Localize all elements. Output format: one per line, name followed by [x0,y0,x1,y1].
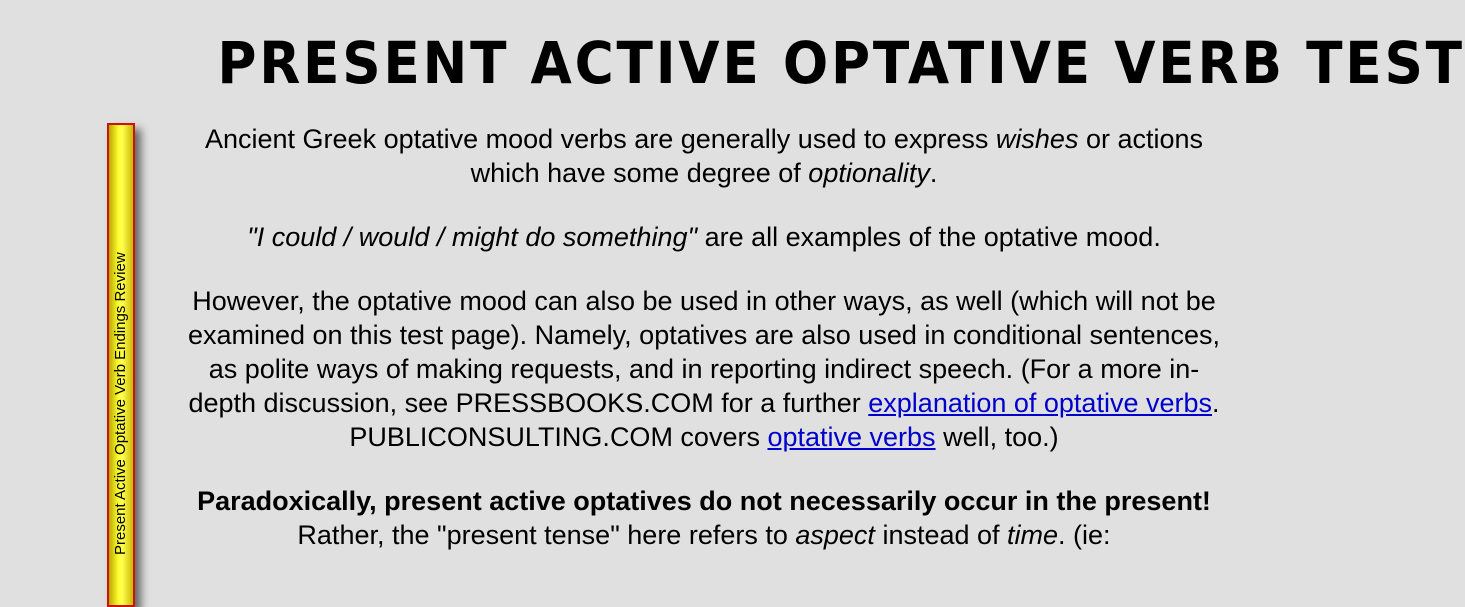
optative-verbs-link[interactable]: optative verbs [767,422,936,452]
usage-text-1: However, the optative mood can also be used in other ways, as well (which will not be examined on this test page). Namely, optatives are also used in conditional sentences, as polite ways of making requests, and in reporting indirect speech. (For a more in-depth discussion, see PRESSBOOKS.COM for a further [187,286,1221,418]
paradox-aspect: aspect [795,520,875,550]
paradox-text-3: . (ie: [1058,520,1111,550]
intro-text-1: Ancient Greek optative mood verbs are generally used to express [204,124,996,154]
intro-wishes: wishes [995,124,1079,154]
usage-text-3: well, too.) [935,422,1059,452]
intro-text-2: or actions which have some degree of [470,124,1204,188]
paradox-time: time [1007,520,1059,550]
intro-optionality: optionality [808,158,930,188]
optative-endings-review-tab[interactable] [107,123,135,607]
main-content [175,0,1465,552]
intro-paragraph [175,122,1233,190]
usage-text-2: . PUBLICONSULTING.COM covers [349,388,1220,452]
review-tab-label: Present Active Optative Verb Endings Review [112,252,129,555]
example-quote: "I could / would / might do something" [247,222,698,252]
page-title: PRESENT ACTIVE OPTATIVE VERB TEST [217,29,1465,97]
explanation-link[interactable]: explanation of optative verbs [868,388,1212,418]
paradox-text-1: Rather, the "present tense" here refers to [297,520,796,550]
intro-text-3: . [929,158,938,188]
paradox-paragraph [175,484,1233,552]
paradox-bold: Paradoxically, present active optatives do not necessarily occur in the present! [197,486,1211,516]
usage-paragraph [175,284,1233,454]
paradox-text-2: instead of [874,520,1008,550]
example-paragraph [175,220,1233,254]
example-rest: are all examples of the optative mood. [697,222,1161,252]
